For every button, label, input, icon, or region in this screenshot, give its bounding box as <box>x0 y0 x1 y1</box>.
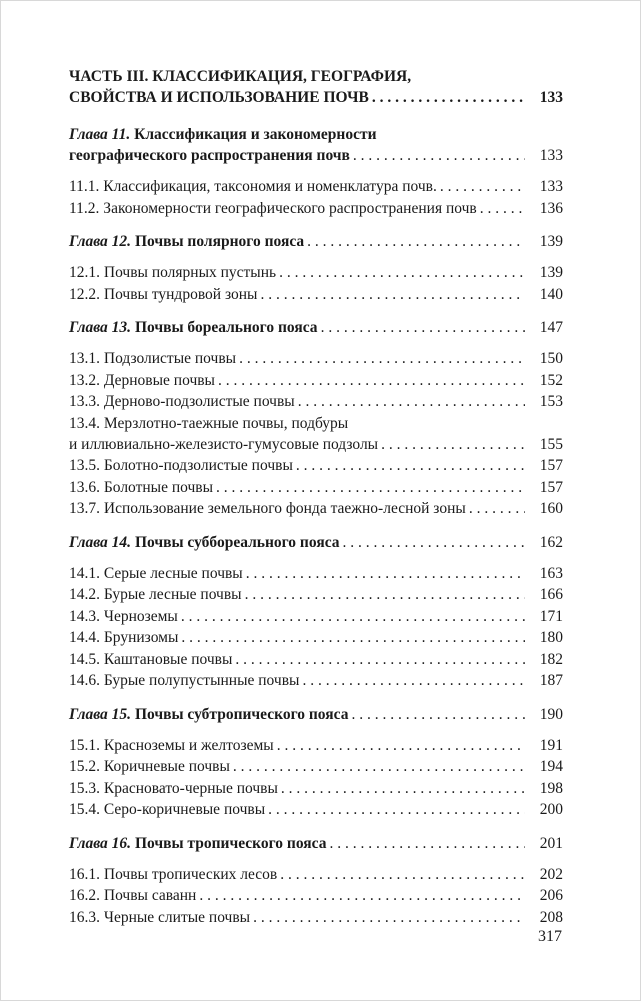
section-title: и иллювиально-железисто-гумусовые подзолы <box>69 435 379 453</box>
dot-leader <box>351 704 525 725</box>
toc-entry <box>69 799 563 821</box>
section-page: 171 <box>539 607 563 625</box>
section-title: 13.7. Использование земельного фонда таежно-лесной зоны <box>69 500 466 517</box>
chapter-page: 147 <box>539 319 563 336</box>
toc-entry <box>69 455 563 477</box>
section-page: 140 <box>539 285 563 303</box>
dot-leader <box>233 756 525 778</box>
chapter-page: 133 <box>539 147 563 164</box>
chapter-title: Почвы суббореального пояса <box>134 533 340 551</box>
chapter-title: Классификация и закономерности <box>134 126 377 143</box>
section-list <box>69 735 563 821</box>
section-title: 15.2. Коричневые почвы <box>69 758 230 775</box>
section-page: 166 <box>539 586 563 603</box>
dot-leader <box>181 606 525 628</box>
section-list <box>69 864 563 929</box>
section-list <box>69 176 563 219</box>
toc-entry <box>69 756 563 778</box>
chapter-page: 190 <box>539 705 563 723</box>
toc-entry <box>69 391 563 413</box>
section-page: 133 <box>539 178 563 195</box>
chapter-page: 201 <box>539 834 563 852</box>
chapter-heading-line <box>69 704 563 725</box>
chapter-heading <box>69 704 563 725</box>
section-page: 157 <box>539 478 563 496</box>
dot-leader <box>469 498 525 520</box>
dot-leader <box>296 455 525 477</box>
chapter-list <box>69 124 563 928</box>
chapter-title: Почвы бореального пояса <box>134 319 318 336</box>
dot-leader <box>281 778 525 800</box>
dot-leader <box>245 584 525 606</box>
dot-leader <box>235 649 525 671</box>
section-list <box>69 348 563 520</box>
section-title: 14.3. Черноземы <box>69 607 178 625</box>
dot-leader <box>298 391 525 413</box>
toc-entry <box>69 413 563 434</box>
section-title: 13.2. Дерновые почвы <box>69 371 215 389</box>
part-page: 133 <box>539 89 563 106</box>
chapter-title-wrap <box>69 704 348 725</box>
dot-leader <box>307 231 525 252</box>
section-title: 11.1. Классификация, таксономия и номенклатура почв. <box>69 178 437 195</box>
chapter-label: Глава 11. <box>69 126 131 143</box>
chapter-block <box>69 231 563 305</box>
section-list <box>69 262 563 305</box>
toc-entry <box>69 778 563 800</box>
page-number: 317 <box>538 928 562 945</box>
section-page: 200 <box>539 801 563 818</box>
dot-leader <box>353 145 525 166</box>
chapter-title-wrap <box>69 532 340 553</box>
toc-entry <box>69 370 563 392</box>
dot-leader <box>440 176 525 198</box>
toc-entry <box>69 735 563 757</box>
toc-entry <box>69 348 563 370</box>
toc-entry <box>69 907 563 929</box>
dot-leader <box>280 864 525 886</box>
section-page: 139 <box>539 264 563 281</box>
toc-entry <box>69 176 563 198</box>
section-title: 13.4. Мерзлотно-таежные почвы, подбуры <box>69 414 349 432</box>
chapter-title: Почвы тропического пояса <box>134 834 327 852</box>
section-page: 153 <box>539 393 563 410</box>
toc-entry <box>69 670 563 692</box>
chapter-title-wrap <box>69 833 327 854</box>
chapter-heading-line <box>69 145 563 166</box>
section-page: 198 <box>539 779 563 797</box>
section-title: 14.6. Бурые полупустынные почвы <box>69 672 300 689</box>
chapter-label: Глава 12. <box>69 233 132 250</box>
chapter-block <box>69 704 563 821</box>
chapter-title-wrap <box>69 317 318 338</box>
section-page: 152 <box>539 371 563 389</box>
toc-entry <box>69 864 563 886</box>
dot-leader <box>330 833 525 854</box>
chapter-heading <box>69 532 563 553</box>
toc-entry <box>69 584 563 606</box>
chapter-title: Почвы субтропического пояса <box>134 705 349 723</box>
toc-entry <box>69 606 563 628</box>
section-page: 136 <box>539 199 563 217</box>
section-title: 16.1. Почвы тропических лесов <box>69 865 278 883</box>
section-list <box>69 563 563 692</box>
toc-entry <box>69 649 563 671</box>
toc-entry <box>69 563 563 585</box>
dot-leader <box>216 477 525 499</box>
section-page: 157 <box>539 457 563 474</box>
dot-leader <box>302 670 525 692</box>
dot-leader <box>343 532 525 553</box>
part-title-line-1: ЧАСТЬ III. КЛАССИФИКАЦИЯ, ГЕОГРАФИЯ, <box>69 68 412 85</box>
section-title: 13.5. Болотно-подзолистые почвы <box>69 457 293 474</box>
chapter-title-wrap <box>69 231 304 252</box>
section-page: 206 <box>539 887 563 904</box>
section-page: 191 <box>539 736 563 754</box>
dot-leader <box>239 348 525 370</box>
section-title: 12.2. Почвы тундровой зоны <box>69 285 258 303</box>
part-title-text: СВОЙСТВА И ИСПОЛЬЗОВАНИЕ ПОЧВ <box>69 89 369 106</box>
chapter-label: Глава 13. <box>69 319 132 336</box>
section-page: 182 <box>539 650 563 668</box>
chapter-block <box>69 317 563 520</box>
toc-entry <box>69 434 563 456</box>
toc-entry <box>69 284 563 306</box>
dot-leader <box>181 627 525 649</box>
toc-entry <box>69 627 563 649</box>
chapter-block <box>69 124 563 219</box>
toc-entry <box>69 198 563 220</box>
part-heading <box>69 66 563 108</box>
section-title: 15.4. Серо-коричневые почвы <box>69 801 266 818</box>
section-title: 16.2. Почвы саванн <box>69 887 197 904</box>
chapter-heading <box>69 124 563 166</box>
section-title: 14.4. Брунизомы <box>69 629 179 646</box>
dot-leader <box>246 563 525 585</box>
table-of-contents <box>69 66 563 928</box>
chapter-page: 162 <box>539 533 563 551</box>
chapter-title: Почвы полярного пояса <box>134 233 305 250</box>
toc-entry <box>69 498 563 520</box>
section-title: 14.2. Бурые лесные почвы <box>69 586 242 603</box>
dot-leader <box>372 87 525 108</box>
chapter-heading-line <box>69 124 563 145</box>
dot-leader <box>279 262 525 284</box>
section-page: 150 <box>539 350 563 367</box>
chapter-block <box>69 532 563 692</box>
section-title: 15.3. Красновато-черные почвы <box>69 779 278 797</box>
dot-leader <box>321 317 525 338</box>
chapter-label: Глава 15. <box>69 705 132 723</box>
chapter-block <box>69 833 563 929</box>
section-title: 13.3. Дерново-подзолистые почвы <box>69 393 295 410</box>
toc-entry <box>69 477 563 499</box>
section-title: 12.1. Почвы полярных пустынь <box>69 264 277 281</box>
dot-leader <box>199 885 525 907</box>
dot-leader <box>480 198 525 220</box>
toc-entry <box>69 885 563 907</box>
chapter-heading-line <box>69 532 563 553</box>
chapter-heading <box>69 833 563 854</box>
dot-leader <box>268 799 525 821</box>
chapter-heading-line <box>69 833 563 854</box>
chapter-heading <box>69 317 563 338</box>
section-page: 187 <box>539 672 563 689</box>
part-title-line-2 <box>69 87 563 108</box>
chapter-label: Глава 16. <box>69 834 132 852</box>
section-page: 160 <box>539 500 563 517</box>
section-page: 180 <box>539 629 563 646</box>
section-title: 13.6. Болотные почвы <box>69 478 214 496</box>
dot-leader <box>253 907 525 929</box>
section-title: 15.1. Красноземы и желтоземы <box>69 736 274 754</box>
section-page: 163 <box>539 564 563 582</box>
section-title: 13.1. Подзолистые почвы <box>69 350 237 367</box>
section-page: 208 <box>539 908 563 926</box>
dot-leader <box>218 370 525 392</box>
section-page: 194 <box>539 758 563 775</box>
chapter-label: Глава 14. <box>69 533 132 551</box>
section-page: 202 <box>539 865 563 883</box>
section-title: 14.1. Серые лесные почвы <box>69 564 243 582</box>
section-title: 14.5. Каштановые почвы <box>69 650 233 668</box>
dot-leader <box>381 434 525 456</box>
dot-leader <box>277 735 525 757</box>
chapter-heading-line <box>69 231 563 252</box>
chapter-heading-line <box>69 317 563 338</box>
section-page: 155 <box>539 435 563 453</box>
section-title: 11.2. Закономерности географического распространения почв <box>69 199 477 217</box>
chapter-page: 139 <box>539 233 563 250</box>
dot-leader <box>260 284 525 306</box>
chapter-title-cont: географического распространения почв <box>69 147 350 164</box>
section-title: 16.3. Черные слитые почвы <box>69 908 251 926</box>
toc-entry <box>69 262 563 284</box>
chapter-heading <box>69 231 563 252</box>
